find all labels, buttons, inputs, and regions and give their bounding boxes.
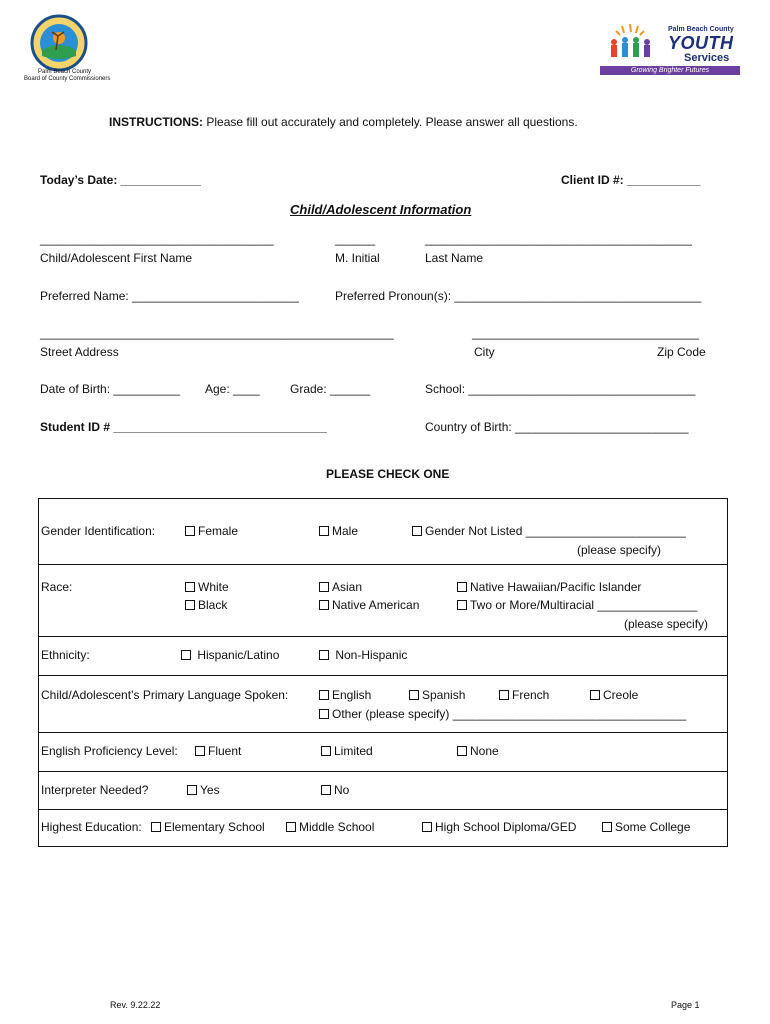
zip-code-label: Zip Code	[657, 345, 706, 359]
race-multiracial-option[interactable]	[457, 598, 697, 612]
checkbox-icon[interactable]	[409, 690, 419, 700]
checkbox-icon[interactable]	[457, 600, 467, 610]
race-row	[39, 565, 728, 637]
checkbox-icon[interactable]	[319, 600, 329, 610]
preferred-pronouns-field[interactable]: Preferred Pronoun(s): _____________________________________	[335, 289, 702, 303]
first-name-label: Child/Adolescent First Name	[40, 251, 193, 265]
checkbox-icon[interactable]	[187, 785, 197, 795]
school-field[interactable]: School: __________________________________	[425, 382, 696, 396]
race-native-american-option[interactable]	[319, 598, 419, 612]
checkbox-icon[interactable]	[319, 582, 329, 592]
language-english-option[interactable]	[319, 688, 371, 702]
race-black-option[interactable]	[185, 598, 227, 612]
seal-caption-line1: Palm Beach County	[38, 69, 92, 75]
language-creole-label: Creole	[603, 688, 639, 702]
checkbox-icon[interactable]	[457, 746, 467, 756]
language-other-option[interactable]	[319, 707, 686, 721]
checkbox-icon[interactable]	[195, 746, 205, 756]
race-asian-option[interactable]	[319, 580, 362, 594]
seal-caption-line2: Board of County Commissioners	[24, 76, 111, 82]
proficiency-none-option[interactable]	[457, 744, 499, 758]
language-french-option[interactable]	[499, 688, 549, 702]
gender-row	[39, 499, 728, 565]
youth-big-label: YOUTH	[668, 33, 734, 53]
youth-tagline: Growing Brighter Futures	[600, 66, 740, 75]
checkbox-icon[interactable]	[412, 526, 422, 536]
interpreter-row	[39, 772, 728, 810]
language-spanish-label: Spanish	[422, 688, 466, 702]
education-high-label: High School Diploma/GED	[435, 820, 577, 834]
proficiency-row	[39, 733, 728, 772]
checkbox-icon[interactable]	[185, 600, 195, 610]
gender-not-listed-label: Gender Not Listed ________________________	[425, 524, 686, 538]
demographics-table	[38, 498, 728, 847]
checkbox-icon[interactable]	[319, 650, 329, 660]
checkbox-icon[interactable]	[321, 785, 331, 795]
gender-male-label: Male	[332, 524, 359, 538]
race-multiracial-label: Two or More/Multiracial _______________	[470, 598, 698, 612]
proficiency-label: English Proficiency Level:	[41, 744, 178, 758]
checkbox-icon[interactable]	[319, 690, 329, 700]
gender-not-listed-option[interactable]	[412, 524, 686, 538]
city-zip-input[interactable]: __________________________________	[472, 326, 699, 340]
gender-female-label: Female	[198, 524, 239, 538]
checkbox-icon[interactable]	[590, 690, 600, 700]
gender-male-option[interactable]	[319, 524, 358, 538]
education-middle-option[interactable]	[286, 820, 374, 834]
last-name-label: Last Name	[425, 251, 484, 265]
race-white-label: White	[198, 580, 229, 594]
interpreter-no-label: No	[334, 783, 350, 797]
education-college-label: Some College	[615, 820, 691, 834]
page-number: Page 1	[671, 1000, 700, 1010]
date-of-birth-field[interactable]: Date of Birth: __________	[40, 382, 181, 396]
education-college-option[interactable]	[602, 820, 690, 834]
checkbox-icon[interactable]	[319, 709, 329, 719]
proficiency-limited-option[interactable]	[321, 744, 373, 758]
middle-initial-label: M. Initial	[335, 251, 380, 265]
proficiency-fluent-label: Fluent	[208, 744, 242, 758]
language-spanish-option[interactable]	[409, 688, 465, 702]
language-french-label: French	[512, 688, 550, 702]
education-elementary-label: Elementary School	[164, 820, 265, 834]
checkbox-icon[interactable]	[151, 822, 161, 832]
age-field[interactable]: Age: ____	[205, 382, 260, 396]
language-label: Child/Adolescent’s Primary Language Spoken:	[41, 688, 289, 702]
checkbox-icon[interactable]	[286, 822, 296, 832]
todays-date-field[interactable]: Today’s Date: ____________	[40, 173, 201, 187]
county-seal-icon	[30, 14, 88, 72]
checkbox-icon[interactable]	[185, 582, 195, 592]
checkbox-icon[interactable]	[602, 822, 612, 832]
education-high-option[interactable]	[422, 820, 576, 834]
education-label: Highest Education:	[41, 820, 142, 834]
gender-label: Gender Identification:	[41, 524, 156, 538]
instructions	[109, 115, 578, 129]
check-one-heading: PLEASE CHECK ONE	[326, 467, 450, 481]
client-id-field[interactable]: Client ID #: ___________	[561, 173, 701, 187]
gender-specify-hint: (please specify)	[577, 543, 662, 557]
grade-field[interactable]: Grade: ______	[290, 382, 371, 396]
ethnicity-non-hispanic-option[interactable]	[319, 648, 407, 662]
checkbox-icon[interactable]	[457, 582, 467, 592]
instructions-label: INSTRUCTIONS:	[109, 115, 203, 129]
middle-initial-input[interactable]: ______	[335, 232, 376, 246]
interpreter-label: Interpreter Needed?	[41, 783, 149, 797]
last-name-input[interactable]: ________________________________________	[425, 232, 692, 246]
ethnicity-non-hispanic-label: Non-Hispanic	[335, 648, 408, 662]
gender-female-option[interactable]	[185, 524, 238, 538]
language-english-label: English	[332, 688, 372, 702]
checkbox-icon[interactable]	[319, 526, 329, 536]
first-name-input[interactable]: ___________________________________	[40, 232, 274, 246]
ethnicity-hispanic-option[interactable]	[181, 648, 279, 662]
education-elementary-option[interactable]	[151, 820, 265, 834]
interpreter-yes-label: Yes	[200, 783, 220, 797]
language-row	[39, 676, 728, 733]
race-white-option[interactable]	[185, 580, 229, 594]
youth-top-label: Palm Beach County	[668, 26, 734, 33]
county-seal	[30, 14, 88, 72]
interpreter-yes-option[interactable]	[187, 783, 220, 797]
ethnicity-label: Ethnicity:	[41, 648, 90, 662]
education-row	[39, 810, 728, 847]
language-creole-option[interactable]	[590, 688, 638, 702]
race-black-label: Black	[198, 598, 228, 612]
street-address-input[interactable]: _____________________________________________________	[40, 326, 394, 340]
checkbox-icon[interactable]	[181, 650, 191, 660]
proficiency-limited-label: Limited	[334, 744, 373, 758]
proficiency-none-label: None	[470, 744, 499, 758]
race-asian-label: Asian	[332, 580, 363, 594]
youth-services-logo	[600, 18, 742, 76]
children-figures-icon	[600, 20, 660, 64]
race-native-american-label: Native American	[332, 598, 420, 612]
ethnicity-hispanic-label: Hispanic/Latino	[197, 648, 280, 662]
student-id-field[interactable]: Student ID # ________________________________	[40, 420, 327, 434]
section-title: Child/Adolescent Information	[290, 202, 472, 217]
education-middle-label: Middle School	[299, 820, 375, 834]
language-other-label: Other (please specify) ___________________________________	[332, 707, 687, 721]
checkbox-icon[interactable]	[185, 526, 195, 536]
preferred-name-field[interactable]: Preferred Name: _________________________	[40, 289, 299, 303]
ethnicity-row	[39, 637, 728, 676]
instructions-text: Please fill out accurately and completely. Please answer all questions.	[206, 115, 578, 129]
checkbox-icon[interactable]	[422, 822, 432, 832]
checkbox-icon[interactable]	[321, 746, 331, 756]
interpreter-no-option[interactable]	[321, 783, 349, 797]
checkbox-icon[interactable]	[499, 690, 509, 700]
race-label: Race:	[41, 580, 73, 594]
race-specify-hint: (please specify)	[624, 617, 709, 631]
street-address-label: Street Address	[40, 345, 119, 359]
country-of-birth-field[interactable]: Country of Birth: __________________________	[425, 420, 689, 434]
revision-label: Rev. 9.22.22	[110, 1000, 161, 1010]
city-label: City	[474, 345, 495, 359]
race-hawaiian-option[interactable]	[457, 580, 641, 594]
youth-services-label: Services	[684, 52, 730, 64]
proficiency-fluent-option[interactable]	[195, 744, 241, 758]
race-hawaiian-label: Native Hawaiian/Pacific Islander	[470, 580, 642, 594]
